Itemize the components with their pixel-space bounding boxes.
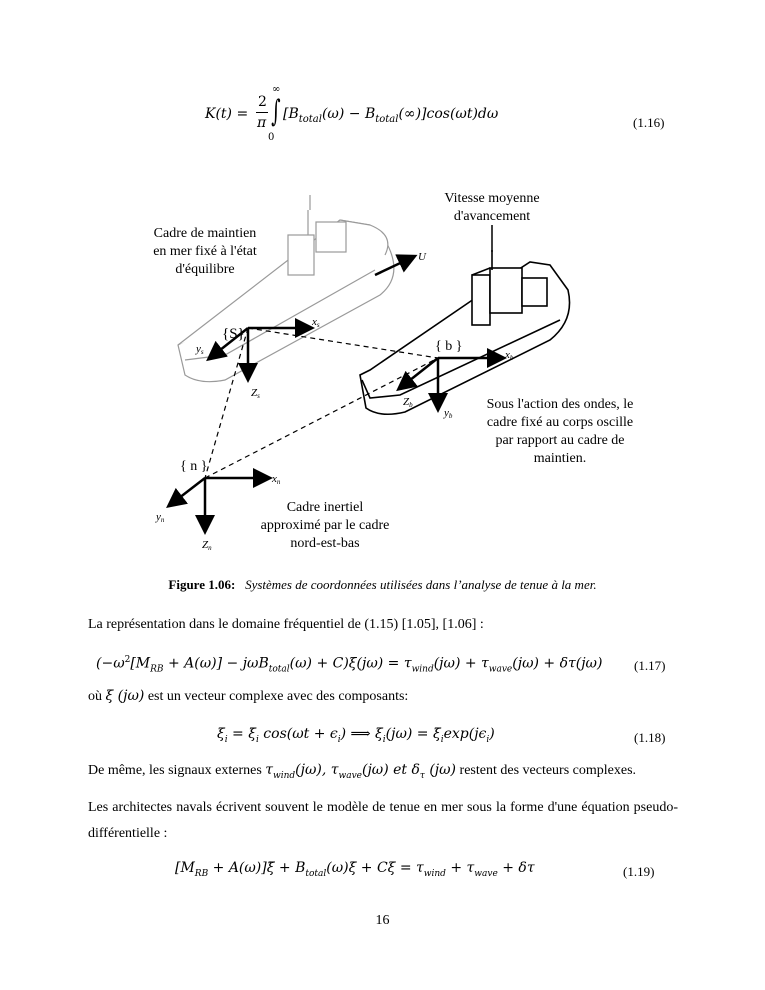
equation-number-1-17: (1.17) (634, 658, 666, 673)
caption-label: Figure 1.06: (168, 577, 236, 592)
label-maintien-line2: en mer fixé à l'état (153, 244, 257, 259)
label-axis-xb: xb (505, 349, 514, 362)
label-vitesse-line2: d'avancement (453, 209, 531, 224)
label-frame-s: {S} (222, 326, 245, 342)
frame-n-axes (170, 478, 268, 530)
eq116-integral-sign: ∫ (271, 94, 281, 129)
caption-text: Systèmes de coordonnées utilisées dans l’analyse de tenue à la mer. (245, 577, 597, 592)
equation-1-17: $(-\omega^2[M_{RB} + A(\omega)] - j\omega B_{total}(\omega) + C)\xi(j\omega) = \tau_{wind}(j\omega) + \tau_{wave}(j\omega) + \delta\tau(j\omega)$ (96, 655, 603, 675)
label-ondes-line4: maintien. (533, 451, 587, 466)
equation-1-16 (205, 84, 525, 148)
eq116-lhs: K(t) = (205, 106, 249, 122)
label-maintien-line3: d'équilibre (175, 262, 235, 277)
label-axis-yb: yb (444, 407, 453, 420)
eq116-int-lower: 0 (268, 132, 275, 143)
eq116-frac-num: 2 (258, 94, 267, 110)
label-axis-yn: yn (156, 511, 165, 524)
label-vitesse-line1: Vitesse moyenne (444, 191, 540, 206)
equation-number-1-16: (1.16) (633, 115, 665, 130)
eq116-frac-bar (256, 112, 268, 113)
paragraph-frequency-domain: La représentation dans le domaine fréquentiel de (1.15) [1.05], [1.06] : (88, 617, 484, 632)
eq116-integrand: $[B_{total}(\omega) - B_{total}(\infty)]\cos(\omega t)d\omega$ (283, 106, 499, 125)
equation-1-19: [$M_{RB}$ + A(ω)]ξ̈ + $B_{total}(\omega)\xi̇ + C\xi = \tau_{wind} + \tau_{wave} + \delta\tau$ (175, 860, 535, 879)
ghost-ship (178, 195, 394, 382)
label-axis-xs: xs (312, 316, 320, 329)
label-axis-zn: Zn (202, 539, 212, 552)
paragraph-naval-architects: Les architectes navals écrivent souvent le modèle de tenue en mer sous la forme d'une équation pseudo-différentielle : (88, 800, 678, 841)
label-frame-n: { n } (180, 459, 208, 474)
eq116-int-upper: ∞ (272, 84, 281, 95)
page-number: 16 (375, 913, 390, 928)
label-inertiel-line3: nord-est-bas (290, 536, 360, 551)
equation-1-18: $\xi_i$ = $\xī_i$ $\cos(\omega t + \epsilon_i)$ ⟹ $\xi_i(j\omega)$ = $\xī_i\exp(j\epsilon_i)$ (217, 726, 495, 745)
label-axis-U: U (418, 251, 426, 263)
label-ondes-line2: cadre fixé au corps oscille (486, 415, 634, 430)
label-frame-b: { b } (435, 339, 463, 354)
paragraph-complex-vector: où ξ (jω) est un vecteur complexe avec des composants: (88, 688, 409, 704)
label-axis-ys: ys (196, 343, 204, 356)
label-ondes-line3: par rapport au cadre de (495, 433, 625, 448)
figure-caption (0, 577, 765, 593)
label-maintien-line1: Cadre de maintien (153, 226, 257, 241)
label-axis-xn: xn (272, 473, 281, 486)
equation-number-1-19: (1.19) (623, 864, 655, 879)
label-ondes-line1: Sous l'action des ondes, le (486, 397, 634, 412)
equation-number-1-18: (1.18) (634, 730, 666, 745)
coordinate-systems-figure (130, 180, 670, 560)
label-inertiel-line2: approximé par le cadre (260, 518, 390, 533)
paragraph-external-signals: De même, les signaux externes $\tau_{wind}(j\omega)$, $\tau_{wave}(j\omega)$ et $\delta_\tau$ (jω) restent des vecteurs complexes. (88, 762, 637, 781)
label-axis-zb: Zb (403, 396, 413, 409)
eq116-frac-den: π (257, 115, 267, 131)
label-inertiel-line1: Cadre inertiel (286, 500, 364, 515)
label-axis-zs: Zs (251, 387, 260, 400)
